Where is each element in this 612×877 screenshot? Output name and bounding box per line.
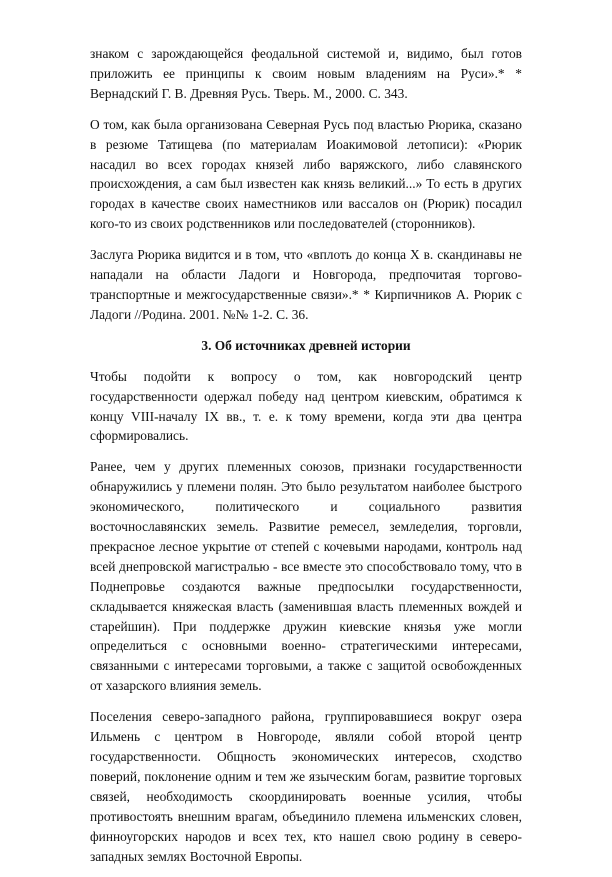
paragraph-6: Поселения северо-западного района, группировавшиеся вокруг озера Ильмень с центром в Новгороде, являли собой второй центр государственности. Общность экономических интересов, сходство поверий, поклонение одним и тем же языческим богам, развитие торговых связей, необходимость скоординировать военные усилия, чтобы противостоять внешним врагам, объединило племена ильменских словен, финноугорских народов и всех тех, кто нашел свою родину в северо-западных землях Восточной Европы. — [90, 709, 522, 864]
paragraph-1: знаком с зарождающейся феодальной системой и, видимо, был готов приложить ее принципы к своим новым владениям на Руси».* * Вернадский Г. В. Древняя Русь. Тверь. М., 2000. С. 343. — [90, 46, 522, 101]
paragraph-3: Заслуга Рюрика видится и в том, что «вплоть до конца X в. скандинавы не нападали на области Ладоги и Новгорода, предпочитая торгово-транспортные и межгосударственные связи».* * Кирпичников А. Рюрик с Ладоги //Родина. 2001. №№ 1-2. С. 36. — [90, 247, 522, 322]
document-page — [90, 44, 522, 877]
section-heading: 3. Об источниках древней истории — [201, 337, 411, 353]
paragraph-4: Чтобы подойти к вопросу о том, как новгородский центр государственности одержал победу над центром киевским, обратимся к концу VIII-началу IX вв., т. е. к тому времени, когда эти два центра сформировались. — [90, 368, 522, 444]
paragraph-5: Ранее, чем у других племенных союзов, признаки государственности обнаружились у племени полян. Это было результатом наиболее быстрого экономического, политического и социального развития восточнославянских земель. Развитие ремесел, земледелия, торговли, прекрасное лесное укрытие от степей с кочевыми народами, контроль над всей днепровской магистралью - все вместе это способствовало тому, что в Поднепровье создаются важные предпосылки государственности, складывается княжеская власть (заменившая власть племенных вождей и старейшин). При поддержке дружин киевские князья уже могли определиться с основными военно- стратегическими интересами, связанными с интересами торговыми, а также с защитой освобожденных от хазарского влияния земель. — [90, 459, 522, 694]
paragraph-2: О том, как была организована Северная Русь под властью Рюрика, сказано в резюме Татищева (по материалам Иоакимовой летописи): «Рюрик насадил во всех городах князей либо варяжского, либо славянского происхождения, а сам был известен как князь великий...» То есть в других городах в качестве своих наместников или вассалов он (Рюрик) посадил кого-то из своих родственников или последователей (сторонников). — [90, 116, 522, 232]
